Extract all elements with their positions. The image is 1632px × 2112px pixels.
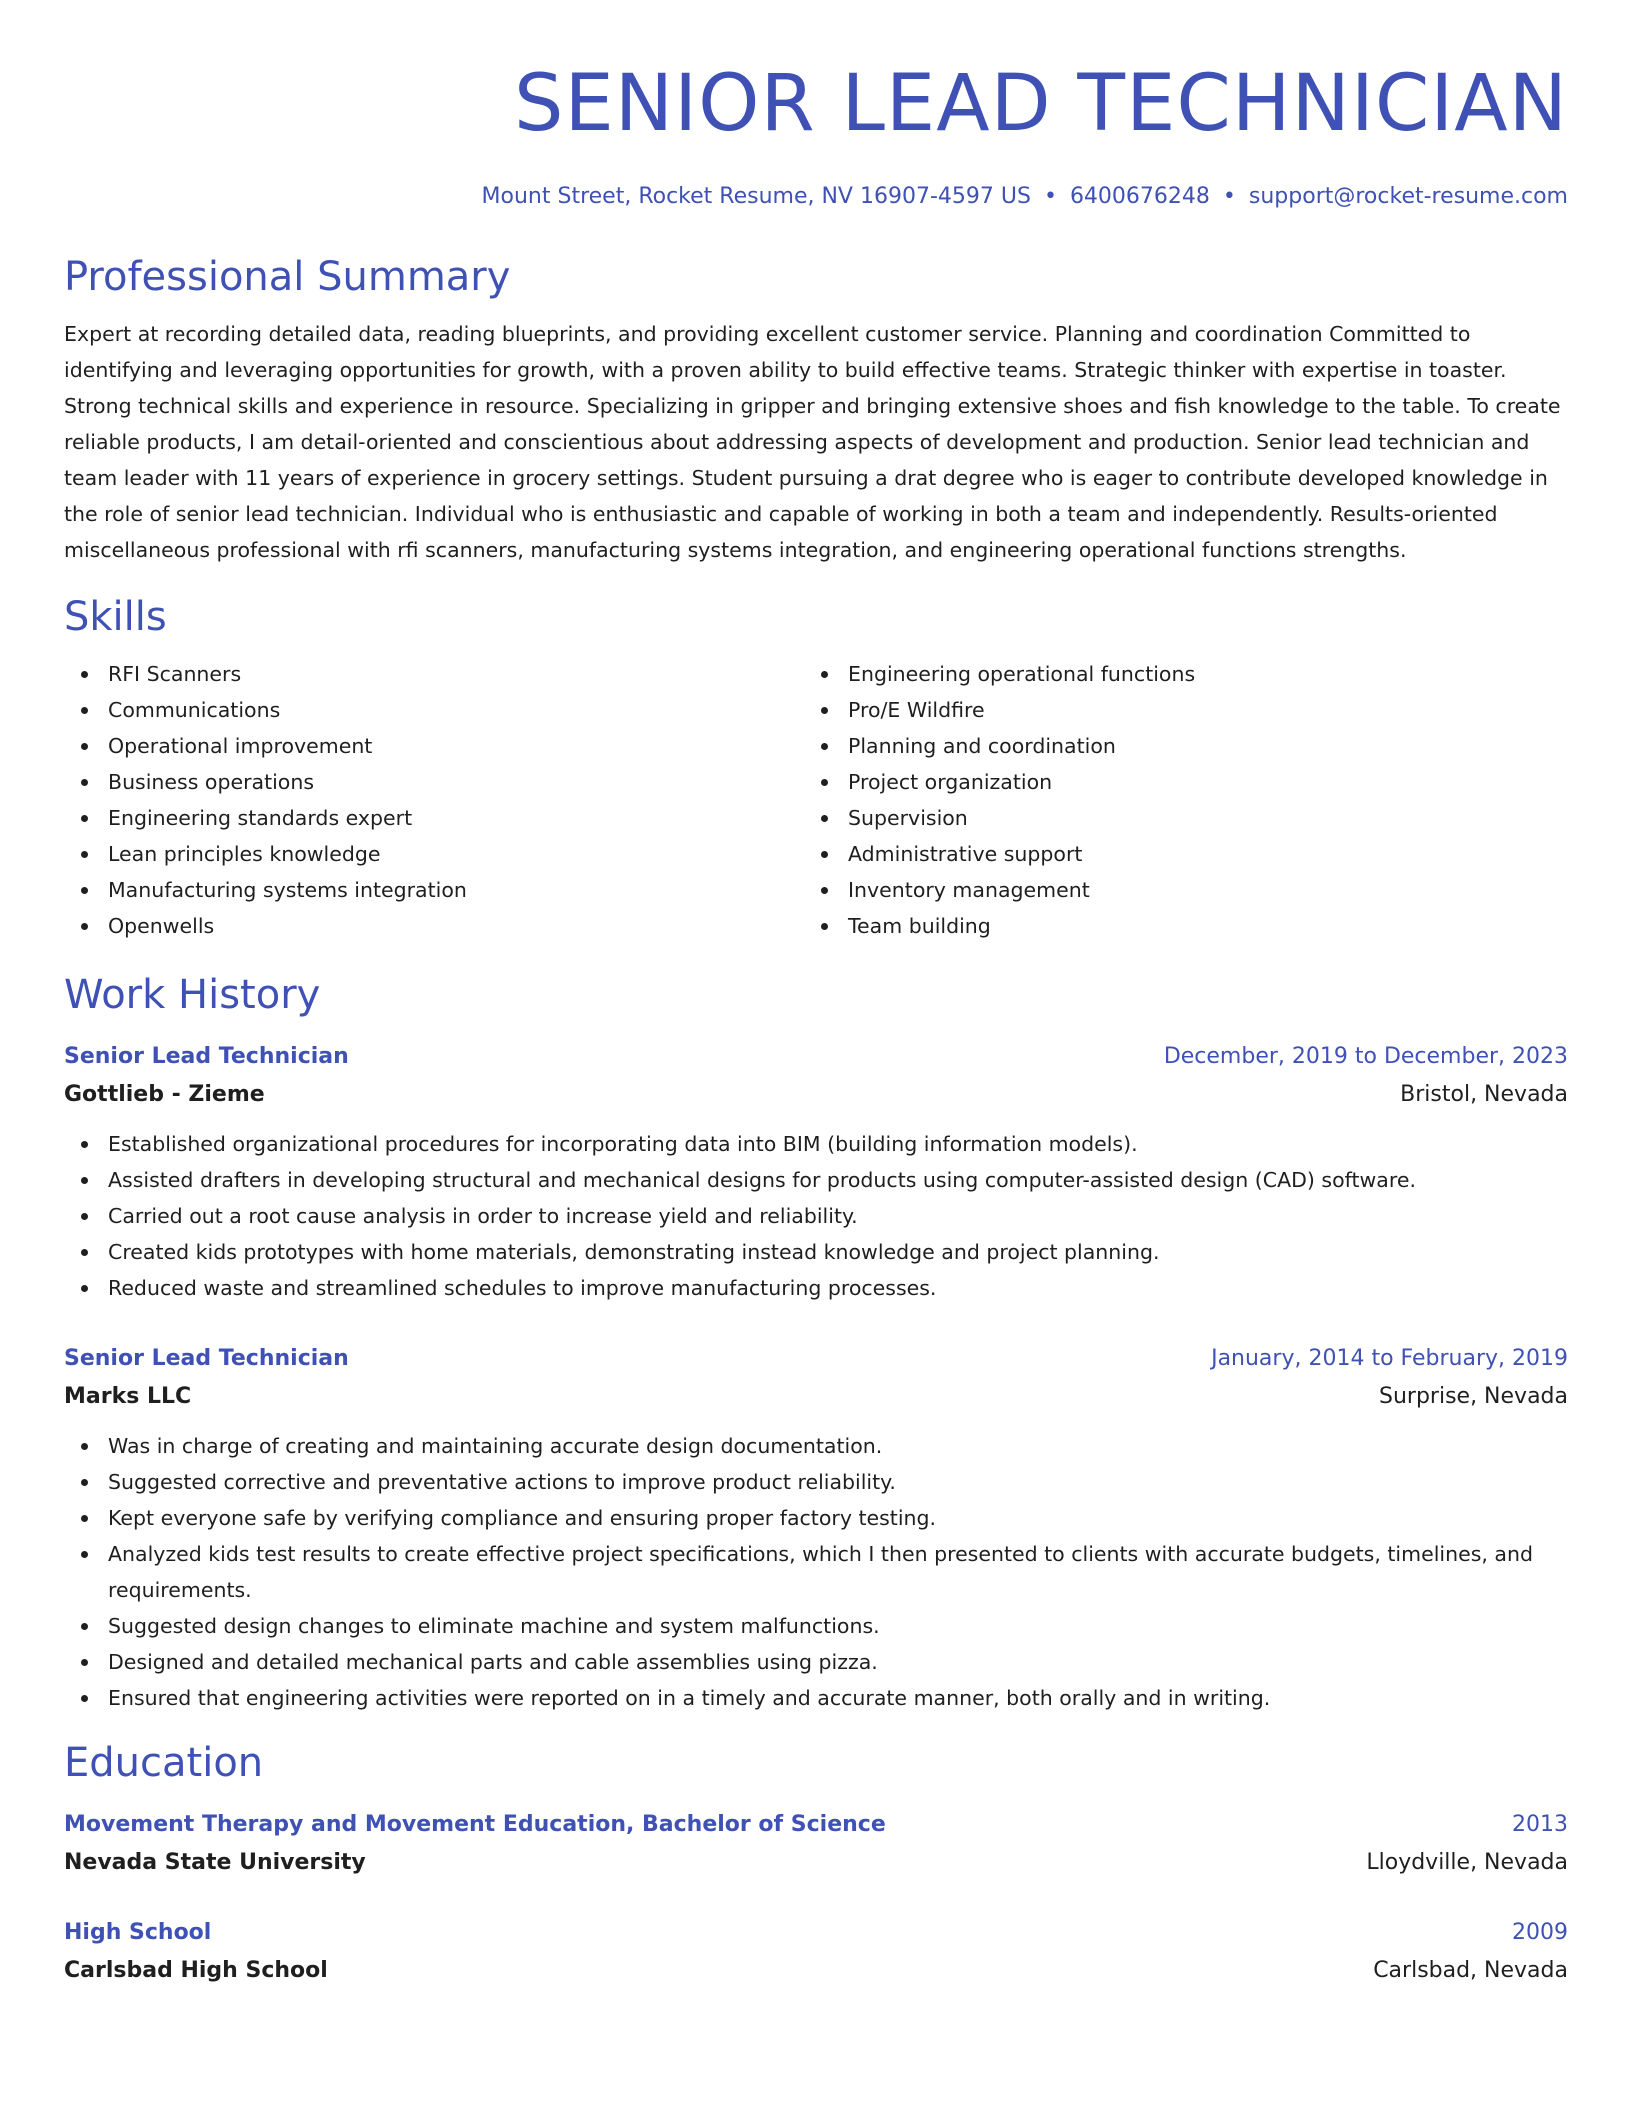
section-heading-work-history: Work History [64,972,321,1018]
job-bullet: Suggested design changes to eliminate machine and system malfunctions. [64,1608,1568,1644]
skill-item: Communications [64,692,804,728]
job-bullet: Designed and detailed mechanical parts and cable assemblies using pizza. [64,1644,1568,1680]
job-employer-row [64,1076,1568,1114]
job-bullet: Kept everyone safe by verifying compliance and ensuring proper factory testing. [64,1500,1568,1536]
job-entry [64,1340,1568,1716]
skill-item: Inventory management [804,872,1544,908]
education-location: Carlsbad, Nevada [1373,1958,1568,1983]
job-employer-row [64,1378,1568,1416]
contact-email[interactable]: support@rocket-resume.com [1248,184,1568,209]
job-title: Senior Lead Technician [64,1044,349,1069]
skill-item: Openwells [64,908,804,944]
skill-item: Engineering operational functions [804,656,1544,692]
job-bullet: Analyzed kids test results to create effective project specifications, which I then presented to clients with accurate budgets, timelines, and requirements. [64,1536,1568,1608]
job-dates: December, 2019 to December, 2023 [1163,1044,1568,1069]
education-school-row [64,1844,1568,1882]
skill-item: Planning and coordination [804,728,1544,764]
education-location: Lloydville, Nevada [1366,1850,1568,1875]
education-degree-row [64,1806,1568,1844]
contact-line [64,182,1568,212]
job-employer: Gottlieb - Zieme [64,1082,265,1107]
skill-item: Manufacturing systems integration [64,872,804,908]
job-bullet: Assisted drafters in developing structural and mechanical designs for products using computer-assisted design (CAD) software. [64,1162,1568,1198]
resume-name-title: SENIOR LEAD TECHNICIAN [513,59,1568,149]
contact-separator: • [1222,184,1236,209]
job-location: Bristol, Nevada [1400,1082,1568,1107]
job-location: Surprise, Nevada [1379,1384,1568,1409]
skills-list-left [64,656,804,944]
skill-item: Engineering standards expert [64,800,804,836]
job-title-row [64,1340,1568,1378]
job-bullet: Established organizational procedures for incorporating data into BIM (building information models). [64,1126,1568,1162]
education-school: Nevada State University [64,1850,366,1875]
contact-separator: • [1043,184,1057,209]
education-school: Carlsbad High School [64,1958,328,1983]
skills-section [64,592,1568,944]
job-title: Senior Lead Technician [64,1346,349,1371]
skills-grid [64,656,1568,944]
professional-summary-section [64,252,1568,568]
contact-address: Mount Street, Rocket Resume, NV 16907-4597 US [481,184,1031,209]
job-title-row [64,1038,1568,1076]
education-year: 2013 [1512,1812,1568,1837]
section-heading-summary: Professional Summary [64,254,511,300]
job-bullet: Created kids prototypes with home materials, demonstrating instead knowledge and project planning. [64,1234,1568,1270]
education-degree-row [64,1914,1568,1952]
education-degree: Movement Therapy and Movement Education, Bachelor of Science [64,1812,886,1837]
job-entry [64,1038,1568,1306]
skills-list-right [804,656,1544,944]
contact-phone: 6400676248 [1069,184,1210,209]
skill-item: Project organization [804,764,1544,800]
job-dates: January, 2014 to February, 2019 [1211,1346,1568,1371]
education-year: 2009 [1512,1920,1568,1945]
work-history-section [64,970,1568,1716]
job-bullet: Reduced waste and streamlined schedules to improve manufacturing processes. [64,1270,1568,1306]
section-heading-education: Education [64,1740,264,1786]
job-bullet-list [64,1428,1568,1716]
job-bullet: Ensured that engineering activities were reported on in a timely and accurate manner, both orally and in writing. [64,1680,1568,1716]
education-section [64,1738,1568,1990]
skill-item: Business operations [64,764,804,800]
skill-item: RFI Scanners [64,656,804,692]
education-school-row [64,1952,1568,1990]
skill-item: Operational improvement [64,728,804,764]
skill-item: Team building [804,908,1544,944]
summary-paragraph: Expert at recording detailed data, reading blueprints, and providing excellent customer service. Planning and coordination Committed to identifying and leveraging opportunities for growth, with a proven ability to build effective teams. Strategic thinker with expertise in toaster. Strong technical skills and experience in resource. Specializing in gripper and bringing extensive shoes and fish knowledge to the table. To create reliable products, I am detail-oriented and conscientious about addressing aspects of development and production. Senior lead technician and team leader with 11 years of experience in grocery settings. Student pursuing a drat degree who is eager to contribute developed knowledge in the role of senior lead technician. Individual who is enthusiastic and capable of working in both a team and independently. Results-oriented miscellaneous professional with rfi scanners, manufacturing systems integration, and engineering operational functions strengths. [64,322,1561,562]
job-bullet: Suggested corrective and preventative actions to improve product reliability. [64,1464,1568,1500]
job-bullet: Carried out a root cause analysis in order to increase yield and reliability. [64,1198,1568,1234]
job-employer: Marks LLC [64,1384,192,1409]
skill-item: Lean principles knowledge [64,836,804,872]
education-degree: High School [64,1920,212,1945]
skill-item: Pro/E Wildfire [804,692,1544,728]
skill-item: Supervision [804,800,1544,836]
section-heading-skills: Skills [64,594,167,640]
job-bullet-list [64,1126,1568,1306]
education-entry [64,1914,1568,1990]
skill-item: Administrative support [804,836,1544,872]
job-bullet: Was in charge of creating and maintaining accurate design documentation. [64,1428,1568,1464]
education-entry [64,1806,1568,1882]
